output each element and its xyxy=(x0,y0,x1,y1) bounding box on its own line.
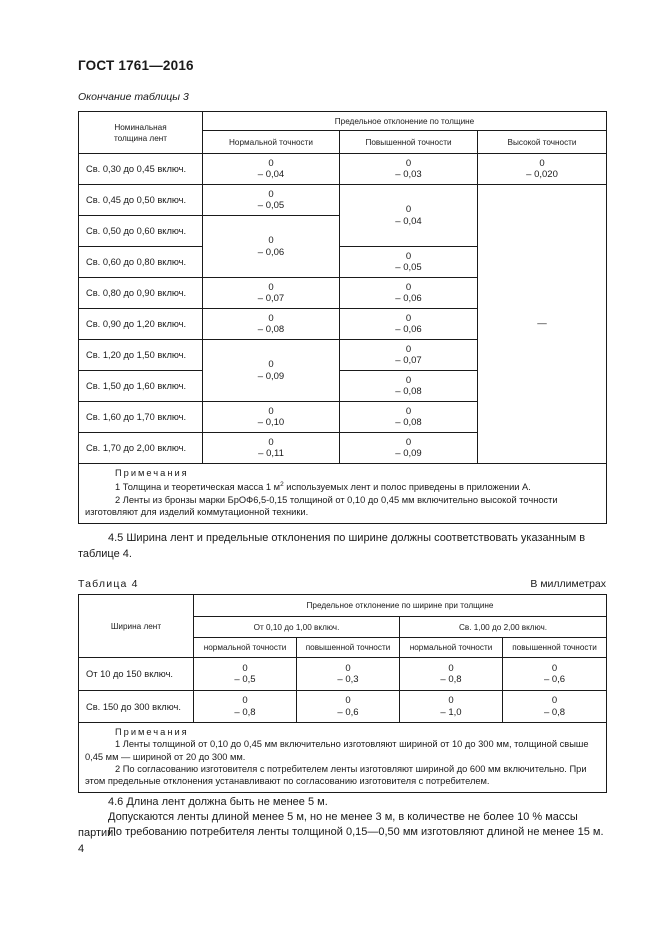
notes-title: Примечания xyxy=(115,468,189,478)
row-label: Св. 1,20 до 1,50 включ. xyxy=(79,340,203,371)
note-2: 2 По согласованию изготовителя с потребителем ленты изготовляют шириной до 600 мм включительно. При этом предельные отклонения устанавливают по согласованию изготовителя с потребителем. xyxy=(85,763,587,787)
table4-head-rowlabel: Ширина лент xyxy=(79,595,194,658)
table-row xyxy=(79,691,607,723)
table4-units: В миллиметрах xyxy=(530,578,606,590)
cell-value: 0 – 0,04 xyxy=(203,154,340,185)
cell-value: 0 – 0,6 xyxy=(297,691,400,723)
table3-head-increased: Повышенной точности xyxy=(340,131,478,154)
table3-notes xyxy=(79,464,607,524)
cell-value: 0 – 1,0 xyxy=(400,691,503,723)
table-row xyxy=(79,154,607,185)
row-label: Св. 1,60 до 1,70 включ. xyxy=(79,402,203,433)
row-label: Св. 0,30 до 0,45 включ. xyxy=(79,154,203,185)
cell-value: 0 – 0,06 xyxy=(340,309,478,340)
row-label: Св. 0,45 до 0,50 включ. xyxy=(79,185,203,216)
cell-value: 0 – 0,08 xyxy=(340,402,478,433)
row-label: Св. 0,50 до 0,60 включ. xyxy=(79,216,203,247)
cell-value: 0 – 0,08 xyxy=(340,371,478,402)
paragraph-4-5: 4.5 Ширина лент и предельные отклонения по ширине должны соответствовать указанным в таблице 4. xyxy=(78,532,586,560)
cell-value: 0 – 0,8 xyxy=(400,658,503,691)
cell-value: 0 – 0,11 xyxy=(203,433,340,464)
cell-value: 0 – 0,05 xyxy=(203,185,340,216)
cell-value: 0 – 0,04 xyxy=(340,185,478,247)
table-row xyxy=(79,658,607,691)
note-1: 1 Ленты толщиной от 0,10 до 0,45 мм включительно изготовляют шириной от 10 до 300 мм, толщиной свыше 0,45 мм — шириной от 20 до 300 мм. xyxy=(85,739,589,762)
table4-head-group: Предельное отклонение по ширине при толщине xyxy=(194,595,607,617)
document-code: ГОСТ 1761—2016 xyxy=(78,58,194,73)
table4-head-sub-2: Св. 1,00 до 2,00 включ. xyxy=(400,617,607,638)
row-label: Св. 1,70 до 2,00 включ. xyxy=(79,433,203,464)
cell-value: 0 – 0,3 xyxy=(297,658,400,691)
cell-value: 0 – 0,08 xyxy=(203,309,340,340)
row-label: Св. 0,80 до 0,90 включ. xyxy=(79,278,203,309)
table4-notes xyxy=(79,723,607,793)
page-number: 4 xyxy=(78,843,85,855)
cell-value: 0 – 0,020 xyxy=(478,154,607,185)
table4-head-sub-1: От 0,10 до 1,00 включ. xyxy=(194,617,400,638)
cell-value: 0 – 0,03 xyxy=(340,154,478,185)
paragraph-4-6: 4.6 Длина лент должна быть не менее 5 м. xyxy=(108,796,328,808)
table3-head-rowlabel: Номинальная толщина лент xyxy=(79,112,203,154)
table3-head-group: Предельное отклонение по толщине xyxy=(203,112,607,131)
table4-head-col: нормальной точности xyxy=(400,638,503,658)
paragraph-4-6-line2: Допускаются ленты длиной менее 5 м, но не менее 3 м, в количестве не более 10 % массы партии. xyxy=(78,811,578,839)
cell-value: 0 – 0,5 xyxy=(194,658,297,691)
cell-value: 0 – 0,05 xyxy=(340,247,478,278)
paragraph-4-6-line3: По требованию потребителя ленты толщиной 0,15—0,50 мм изготовляют длиной не менее 15 м. xyxy=(108,826,604,838)
table3-caption: Окончание таблицы 3 xyxy=(78,91,189,103)
note-1: 1 Толщина и теоретическая масса 1 $м^2$ используемых лент и полос приведены в приложении А. xyxy=(115,481,531,493)
table-row xyxy=(79,185,607,216)
cell-value: 0 – 0,06 xyxy=(340,278,478,309)
table4 xyxy=(78,594,607,793)
row-label: Св. 0,90 до 1,20 включ. xyxy=(79,309,203,340)
row-label: Св. 1,50 до 1,60 включ. xyxy=(79,371,203,402)
table4-caption: Таблица 4 xyxy=(78,578,139,590)
cell-value: 0 – 0,07 xyxy=(203,278,340,309)
table3 xyxy=(78,111,607,524)
row-label: От 10 до 150 включ. xyxy=(79,658,194,691)
row-label: Св. 0,60 до 0,80 включ. xyxy=(79,247,203,278)
cell-value: 0 – 0,8 xyxy=(503,691,607,723)
table3-head-normal: Нормальной точности xyxy=(203,131,340,154)
table4-head-col: повышенной точности xyxy=(503,638,607,658)
cell-value: 0 – 0,6 xyxy=(503,658,607,691)
cell-value: 0 – 0,07 xyxy=(340,340,478,371)
table4-head-col: нормальной точности xyxy=(194,638,297,658)
cell-value: 0 – 0,09 xyxy=(203,340,340,402)
notes-title: Примечания xyxy=(115,727,189,737)
row-label: Св. 150 до 300 включ. xyxy=(79,691,194,723)
note-2: 2 Ленты из бронзы марки БрОФ6,5-0,15 толщиной от 0,10 до 0,45 мм включительно высокой точности изготовляют для изделий коммутационной техники. xyxy=(85,494,558,517)
table4-head-col: повышенной точности xyxy=(297,638,400,658)
cell-dash: — xyxy=(478,185,607,464)
cell-value: 0 – 0,8 xyxy=(194,691,297,723)
cell-value: 0 – 0,10 xyxy=(203,402,340,433)
cell-value: 0 – 0,06 xyxy=(203,216,340,278)
table3-head-high: Высокой точности xyxy=(478,131,607,154)
cell-value: 0 – 0,09 xyxy=(340,433,478,464)
